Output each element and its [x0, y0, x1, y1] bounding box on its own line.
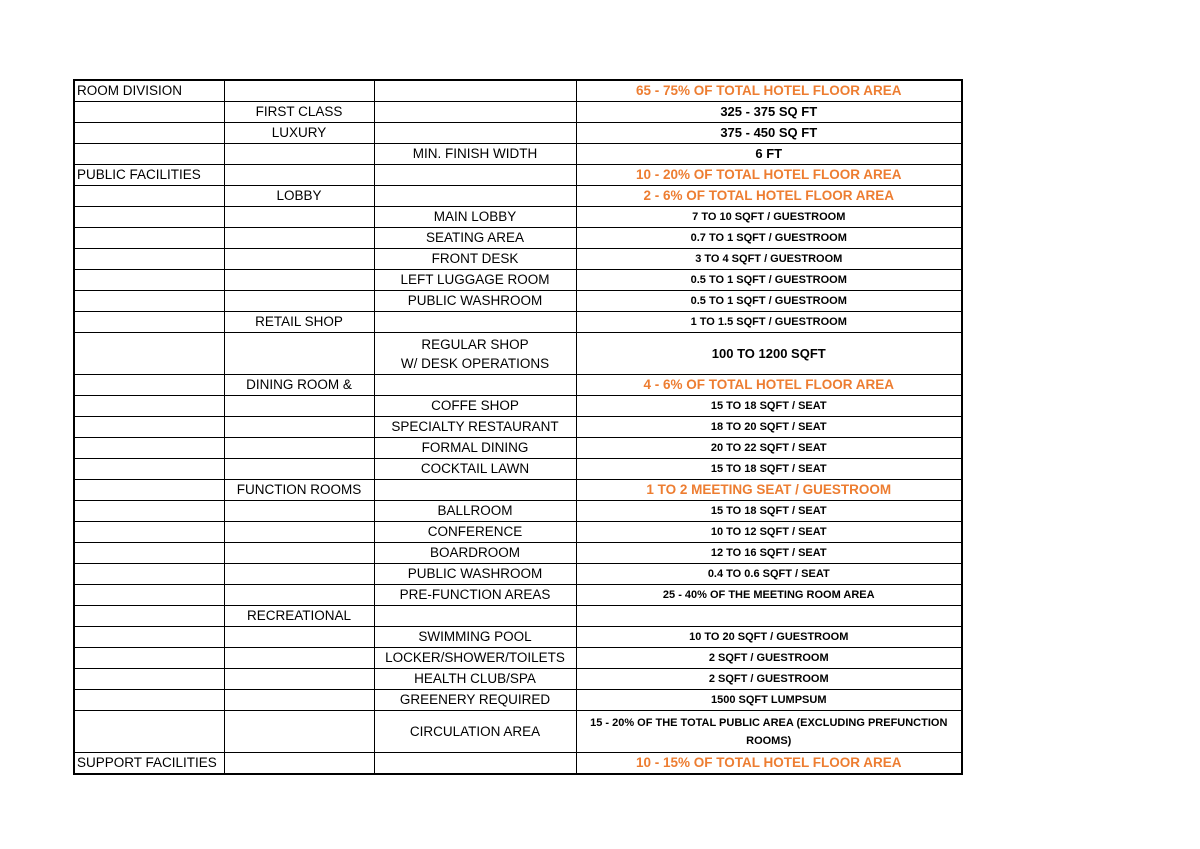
requirement-cell[interactable]: 0.5 TO 1 SQFT / GUESTROOM	[576, 291, 962, 312]
category-cell[interactable]	[74, 438, 224, 459]
table-row	[74, 690, 962, 711]
table-row	[74, 669, 962, 690]
subcategory-cell[interactable]	[224, 564, 374, 585]
table-row	[74, 417, 962, 438]
space-cell[interactable]: CONFERENCE	[374, 522, 576, 543]
space-line: REGULAR SHOP	[421, 336, 529, 352]
subcategory-cell[interactable]	[224, 648, 374, 669]
requirement-cell[interactable]: 100 TO 1200 SQFT	[576, 333, 962, 375]
category-cell[interactable]	[74, 711, 224, 753]
subcategory-cell[interactable]: LUXURY	[224, 123, 374, 144]
space-cell[interactable]: GREENERY REQUIRED	[374, 690, 576, 711]
space-cell[interactable]: HEALTH CLUB/SPA	[374, 669, 576, 690]
table-row	[74, 80, 962, 102]
space-cell[interactable]: PUBLIC WASHROOM	[374, 291, 576, 312]
subcategory-cell[interactable]	[224, 207, 374, 228]
subcategory-cell[interactable]	[224, 711, 374, 753]
category-cell[interactable]	[74, 270, 224, 291]
requirement-cell[interactable]: 15 TO 18 SQFT / SEAT	[576, 459, 962, 480]
space-cell[interactable]: CIRCULATION AREA	[374, 711, 576, 753]
table-row	[74, 627, 962, 648]
category-cell[interactable]	[74, 417, 224, 438]
space-cell[interactable]	[374, 80, 576, 102]
table-row	[74, 648, 962, 669]
category-cell[interactable]	[74, 564, 224, 585]
subcategory-cell[interactable]: RECREATIONAL	[224, 606, 374, 627]
category-cell[interactable]	[74, 375, 224, 396]
table-row	[74, 144, 962, 165]
requirement-cell[interactable]: 15 TO 18 SQFT / SEAT	[576, 396, 962, 417]
space-cell[interactable]: MAIN LOBBY	[374, 207, 576, 228]
category-cell[interactable]	[74, 501, 224, 522]
subcategory-cell[interactable]: FUNCTION ROOMS	[224, 480, 374, 501]
subcategory-cell[interactable]	[224, 438, 374, 459]
subcategory-cell[interactable]	[224, 165, 374, 186]
space-line: W/ DESK OPERATIONS	[400, 355, 550, 371]
category-cell[interactable]	[74, 690, 224, 711]
table-row	[74, 333, 962, 375]
table-row	[74, 291, 962, 312]
space-cell[interactable]: SPECIALTY RESTAURANT	[374, 417, 576, 438]
requirement-cell[interactable]: 4 - 6% OF TOTAL HOTEL FLOOR AREA	[576, 375, 962, 396]
requirement-cell[interactable]: 10 - 15% OF TOTAL HOTEL FLOOR AREA	[576, 753, 962, 775]
requirement-cell[interactable]: 1 TO 2 MEETING SEAT / GUESTROOM	[576, 480, 962, 501]
category-cell[interactable]	[74, 396, 224, 417]
subcategory-cell[interactable]: FIRST CLASS	[224, 102, 374, 123]
category-cell[interactable]	[74, 291, 224, 312]
subcategory-cell[interactable]: DINING ROOM &	[224, 375, 374, 396]
requirement-cell[interactable]: 1 TO 1.5 SQFT / GUESTROOM	[576, 312, 962, 333]
requirement-cell[interactable]: 2 SQFT / GUESTROOM	[576, 648, 962, 669]
table-row	[74, 186, 962, 207]
table-row	[74, 228, 962, 249]
space-cell[interactable]: PUBLIC WASHROOM	[374, 564, 576, 585]
requirement-cell[interactable]: 0.4 TO 0.6 SQFT / SEAT	[576, 564, 962, 585]
subcategory-cell[interactable]	[224, 585, 374, 606]
subcategory-cell[interactable]	[224, 80, 374, 102]
requirement-cell[interactable]: 65 - 75% OF TOTAL HOTEL FLOOR AREA	[576, 80, 962, 102]
requirement-cell[interactable]: 3 TO 4 SQFT / GUESTROOM	[576, 249, 962, 270]
table-body	[74, 80, 962, 774]
table-row	[74, 480, 962, 501]
requirement-cell[interactable]: 15 TO 18 SQFT / SEAT	[576, 501, 962, 522]
requirement-cell[interactable]: 25 - 40% OF THE MEETING ROOM AREA	[576, 585, 962, 606]
table-row	[74, 711, 962, 753]
category-cell[interactable]	[74, 669, 224, 690]
subcategory-cell[interactable]: RETAIL SHOP	[224, 312, 374, 333]
subcategory-cell[interactable]: LOBBY	[224, 186, 374, 207]
requirement-cell[interactable]	[576, 606, 962, 627]
requirement-cell[interactable]: 375 - 450 SQ FT	[576, 123, 962, 144]
requirement-cell[interactable]: 2 SQFT / GUESTROOM	[576, 669, 962, 690]
requirement-cell[interactable]: 20 TO 22 SQFT / SEAT	[576, 438, 962, 459]
category-cell[interactable]	[74, 543, 224, 564]
requirement-cell[interactable]: 6 FT	[576, 144, 962, 165]
space-cell[interactable]: FORMAL DINING	[374, 438, 576, 459]
table-row	[74, 606, 962, 627]
category-cell[interactable]	[74, 480, 224, 501]
space-cell[interactable]	[374, 186, 576, 207]
subcategory-cell[interactable]	[224, 627, 374, 648]
category-cell[interactable]	[74, 585, 224, 606]
requirement-cell[interactable]: 10 - 20% OF TOTAL HOTEL FLOOR AREA	[576, 165, 962, 186]
subcategory-cell[interactable]	[224, 669, 374, 690]
subcategory-cell[interactable]	[224, 396, 374, 417]
table-row	[74, 123, 962, 144]
subcategory-cell[interactable]	[224, 522, 374, 543]
space-cell[interactable]	[374, 165, 576, 186]
space-cell[interactable]: BOARDROOM	[374, 543, 576, 564]
requirement-cell[interactable]: 0.5 TO 1 SQFT / GUESTROOM	[576, 270, 962, 291]
category-cell[interactable]	[74, 606, 224, 627]
area-requirements-table	[73, 79, 963, 775]
category-cell[interactable]	[74, 459, 224, 480]
subcategory-cell[interactable]	[224, 753, 374, 775]
requirement-cell[interactable]: 12 TO 16 SQFT / SEAT	[576, 543, 962, 564]
category-cell[interactable]	[74, 102, 224, 123]
space-cell[interactable]	[374, 606, 576, 627]
subcategory-cell[interactable]	[224, 690, 374, 711]
subcategory-cell[interactable]	[224, 291, 374, 312]
subcategory-cell[interactable]	[224, 417, 374, 438]
table-row	[74, 165, 962, 186]
subcategory-cell[interactable]	[224, 501, 374, 522]
table-row	[74, 207, 962, 228]
category-cell[interactable]: SUPPORT FACILITIES	[74, 753, 224, 775]
category-cell[interactable]	[74, 144, 224, 165]
space-cell[interactable]: LEFT LUGGAGE ROOM	[374, 270, 576, 291]
table-row	[74, 459, 962, 480]
requirement-cell[interactable]: 0.7 TO 1 SQFT / GUESTROOM	[576, 228, 962, 249]
table-row	[74, 501, 962, 522]
subcategory-cell[interactable]	[224, 144, 374, 165]
category-cell[interactable]	[74, 123, 224, 144]
space-cell[interactable]	[374, 312, 576, 333]
table-row	[74, 270, 962, 291]
table-row	[74, 522, 962, 543]
subcategory-cell[interactable]	[224, 270, 374, 291]
category-cell[interactable]	[74, 207, 224, 228]
subcategory-cell[interactable]	[224, 459, 374, 480]
space-cell[interactable]: PRE-FUNCTION AREAS	[374, 585, 576, 606]
space-cell[interactable]: COFFE SHOP	[374, 396, 576, 417]
space-cell[interactable]	[374, 480, 576, 501]
category-cell[interactable]	[74, 228, 224, 249]
space-cell[interactable]: BALLROOM	[374, 501, 576, 522]
space-cell[interactable]: FRONT DESK	[374, 249, 576, 270]
space-cell[interactable]: LOCKER/SHOWER/TOILETS	[374, 648, 576, 669]
requirement-cell[interactable]: 10 TO 12 SQFT / SEAT	[576, 522, 962, 543]
category-cell[interactable]	[74, 249, 224, 270]
table-row	[74, 543, 962, 564]
table-row	[74, 396, 962, 417]
category-cell[interactable]	[74, 333, 224, 375]
category-cell[interactable]: ROOM DIVISION	[74, 80, 224, 102]
requirement-cell[interactable]: 2 - 6% OF TOTAL HOTEL FLOOR AREA	[576, 186, 962, 207]
table-row	[74, 249, 962, 270]
category-cell[interactable]	[74, 186, 224, 207]
subcategory-cell[interactable]	[224, 249, 374, 270]
requirement-cell[interactable]: 325 - 375 SQ FT	[576, 102, 962, 123]
table-row	[74, 585, 962, 606]
requirement-cell[interactable]: 15 - 20% OF THE TOTAL PUBLIC AREA (EXCLUDING PREFUNCTION ROOMS)	[576, 711, 962, 753]
space-cell[interactable]: SEATING AREA	[374, 228, 576, 249]
requirement-cell[interactable]: 7 TO 10 SQFT / GUESTROOM	[576, 207, 962, 228]
subcategory-cell[interactable]	[224, 543, 374, 564]
category-cell[interactable]: PUBLIC FACILITIES	[74, 165, 224, 186]
space-cell[interactable]	[374, 123, 576, 144]
space-cell[interactable]: MIN. FINISH WIDTH	[374, 144, 576, 165]
table-row	[74, 312, 962, 333]
category-cell[interactable]	[74, 648, 224, 669]
space-cell[interactable]: COCKTAIL LAWN	[374, 459, 576, 480]
category-cell[interactable]	[74, 627, 224, 648]
table-row	[74, 564, 962, 585]
requirement-cell[interactable]: 1500 SQFT LUMPSUM	[576, 690, 962, 711]
subcategory-cell[interactable]	[224, 228, 374, 249]
table-row	[74, 375, 962, 396]
space-cell[interactable]	[374, 333, 576, 375]
table-row	[74, 438, 962, 459]
requirement-cell[interactable]: 18 TO 20 SQFT / SEAT	[576, 417, 962, 438]
table-row	[74, 753, 962, 775]
table-row	[74, 102, 962, 123]
category-cell[interactable]	[74, 312, 224, 333]
space-cell[interactable]	[374, 102, 576, 123]
space-cell[interactable]: SWIMMING POOL	[374, 627, 576, 648]
category-cell[interactable]	[74, 522, 224, 543]
requirement-cell[interactable]: 10 TO 20 SQFT / GUESTROOM	[576, 627, 962, 648]
subcategory-cell[interactable]	[224, 333, 374, 375]
space-cell[interactable]	[374, 375, 576, 396]
space-cell[interactable]	[374, 753, 576, 775]
